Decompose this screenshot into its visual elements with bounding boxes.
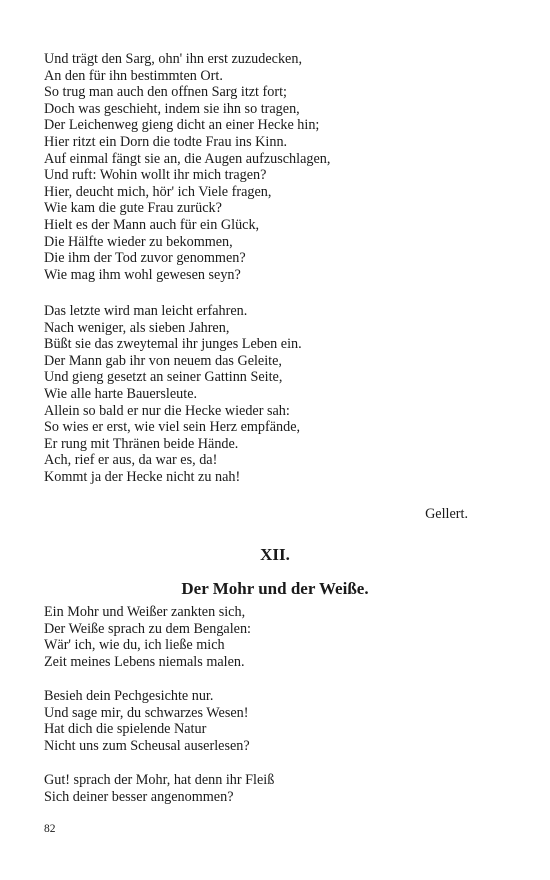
verse-line: So wies er erst, wie viel sein Herz empfände,: [44, 419, 301, 436]
verse-line: So trug man auch den offnen Sarg itzt fort;: [44, 84, 287, 101]
verse-line: Der Leichenweg gieng dicht an einer Hecke hin;: [44, 117, 320, 134]
verse-line: Ein Mohr und Weißer zankten sich,: [44, 604, 246, 620]
verse-line: Der Mann gab ihr von neuem das Geleite,: [44, 352, 282, 369]
verse-line: Und ruft: Wohin wollt ihr mich tragen?: [44, 167, 267, 184]
poem-stanza: [44, 688, 484, 754]
verse-line: Hier ritzt ein Dorn die todte Frau ins Kinn.: [44, 133, 288, 150]
verse-line: Er rung mit Thränen beide Hände.: [44, 435, 239, 452]
verse-line: Allein so bald er nur die Hecke wieder sah:: [44, 402, 290, 419]
verse-line: Wie kam die gute Frau zurück?: [44, 200, 222, 217]
verse-line: Hielt es der Mann auch für ein Glück,: [44, 216, 260, 233]
poem-stanza: [44, 772, 484, 805]
verse-line: Doch was geschieht, indem sie ihn so tragen,: [44, 100, 300, 117]
verse-line: Sich deiner besser angenommen?: [44, 788, 234, 805]
verse-line: Ach, rief er aus, da war es, da!: [44, 452, 218, 469]
verse-line: Der Weiße sprach zu dem Bengalen:: [44, 620, 251, 637]
verse-line: Und gieng gesetzt an seiner Gattinn Seite,: [44, 369, 283, 386]
poem-number: XII.: [260, 545, 290, 564]
verse-line: Und trägt den Sarg, ohn' ihn erst zuzudecken,: [44, 51, 302, 67]
verse-line: Gut! sprach der Mohr, hat denn ihr Fleiß: [44, 772, 275, 788]
verse-line: Nach weniger, als sieben Jahren,: [44, 319, 230, 336]
verse-line: Die Hälfte wieder zu bekommen,: [44, 233, 233, 250]
verse-line: Das letzte wird man leicht erfahren.: [44, 303, 248, 319]
verse-line: Die ihm der Tod zuvor genommen?: [44, 250, 246, 267]
verse-line: Hier, deucht mich, hör' ich Viele fragen,: [44, 183, 272, 200]
verse-line: Besieh dein Pechgesichte nur.: [44, 688, 214, 704]
poem-stanza: [44, 604, 484, 670]
verse-line: Hat dich die spielende Natur: [44, 721, 207, 738]
poem-stanza: [44, 303, 484, 486]
verse-line: Wie mag ihm wohl gewesen seyn?: [44, 266, 241, 283]
verse-line: An den für ihn bestimmten Ort.: [44, 67, 223, 84]
verse-line: Wär' ich, wie du, ich ließe mich: [44, 637, 225, 654]
verse-line: Und sage mir, du schwarzes Wesen!: [44, 704, 249, 721]
verse-line: Auf einmal fängt sie an, die Augen aufzuschlagen,: [44, 150, 331, 167]
verse-line: Zeit meines Lebens niemals malen.: [44, 653, 245, 670]
page-number: 82: [44, 823, 56, 835]
verse-line: Kommt ja der Hecke nicht zu nah!: [44, 468, 241, 485]
poem-author: Gellert.: [425, 506, 468, 522]
verse-line: Büßt sie das zweytemal ihr junges Leben ein.: [44, 336, 302, 353]
verse-line: Nicht uns zum Scheusal auserlesen?: [44, 737, 250, 754]
poem-stanza: [44, 51, 484, 283]
verse-line: Wie alle harte Bauersleute.: [44, 385, 198, 402]
poem-title: Der Mohr und der Weiße.: [181, 579, 369, 598]
